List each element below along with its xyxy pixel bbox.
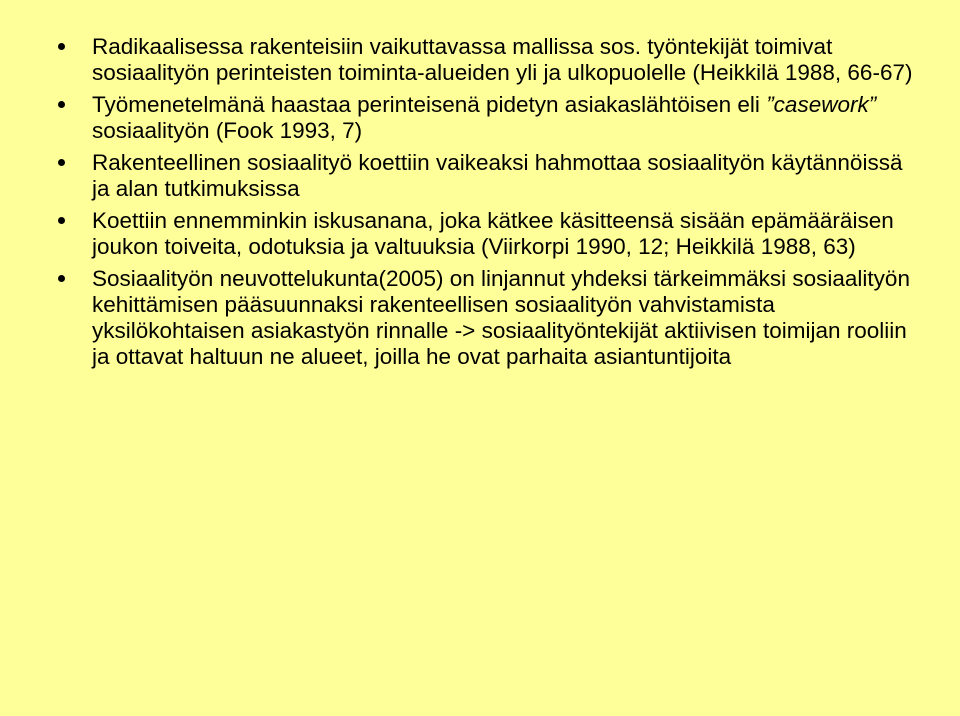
bullet-text-after: sosiaalityön (Fook 1993, 7) xyxy=(92,118,363,143)
bullet-dot-icon xyxy=(58,275,65,282)
bullet-item xyxy=(0,92,960,144)
bullet-text: Radikaalisessa rakenteisiin vaikuttavassa mallissa sos. työntekijät toimivat sosiaalityön perinteisten toiminta-alueiden yli ja ulkopuolelle (Heikkilä 1988, 66-67) xyxy=(92,34,913,85)
bullet-item xyxy=(0,208,960,260)
bullet-item xyxy=(0,150,960,202)
bullet-text: Sosiaalityön neuvottelukunta(2005) on linjannut yhdeksi tärkeimmäksi sosiaalityön kehittämisen pääsuunnaksi rakenteellisen sosiaalityön vahvistamista yksilökohtaisen asiakastyön rinnalle -> sosiaalityöntekijät aktiivisen toimijan rooliin ja ottavat haltuun ne alueet, joilla he ovat parhaita asiantuntijoita xyxy=(92,266,910,369)
bullet-dot-icon xyxy=(58,101,65,108)
bullet-dot-icon xyxy=(58,217,65,224)
bullet-text: Rakenteellinen sosiaalityö koettiin vaikeaksi hahmottaa sosiaalityön käytännöissä ja alan tutkimuksissa xyxy=(92,150,903,201)
bullet-text-italic: ”casework” xyxy=(766,92,877,117)
bullet-text-before: Työmenetelmänä haastaa perinteisenä pidetyn asiakaslähtöisen eli xyxy=(92,92,767,117)
bullet-item xyxy=(0,34,960,86)
bullet-item xyxy=(0,266,960,370)
bullet-text: Koettiin ennemminkin iskusanana, joka kätkee käsitteensä sisään epämääräisen joukon toiveita, odotuksia ja valtuuksia (Viirkorpi 1990, 12; Heikkilä 1988, 63) xyxy=(92,208,894,259)
bullet-dot-icon xyxy=(58,159,65,166)
bullet-dot-icon xyxy=(58,43,65,50)
bullet-list xyxy=(0,34,960,376)
